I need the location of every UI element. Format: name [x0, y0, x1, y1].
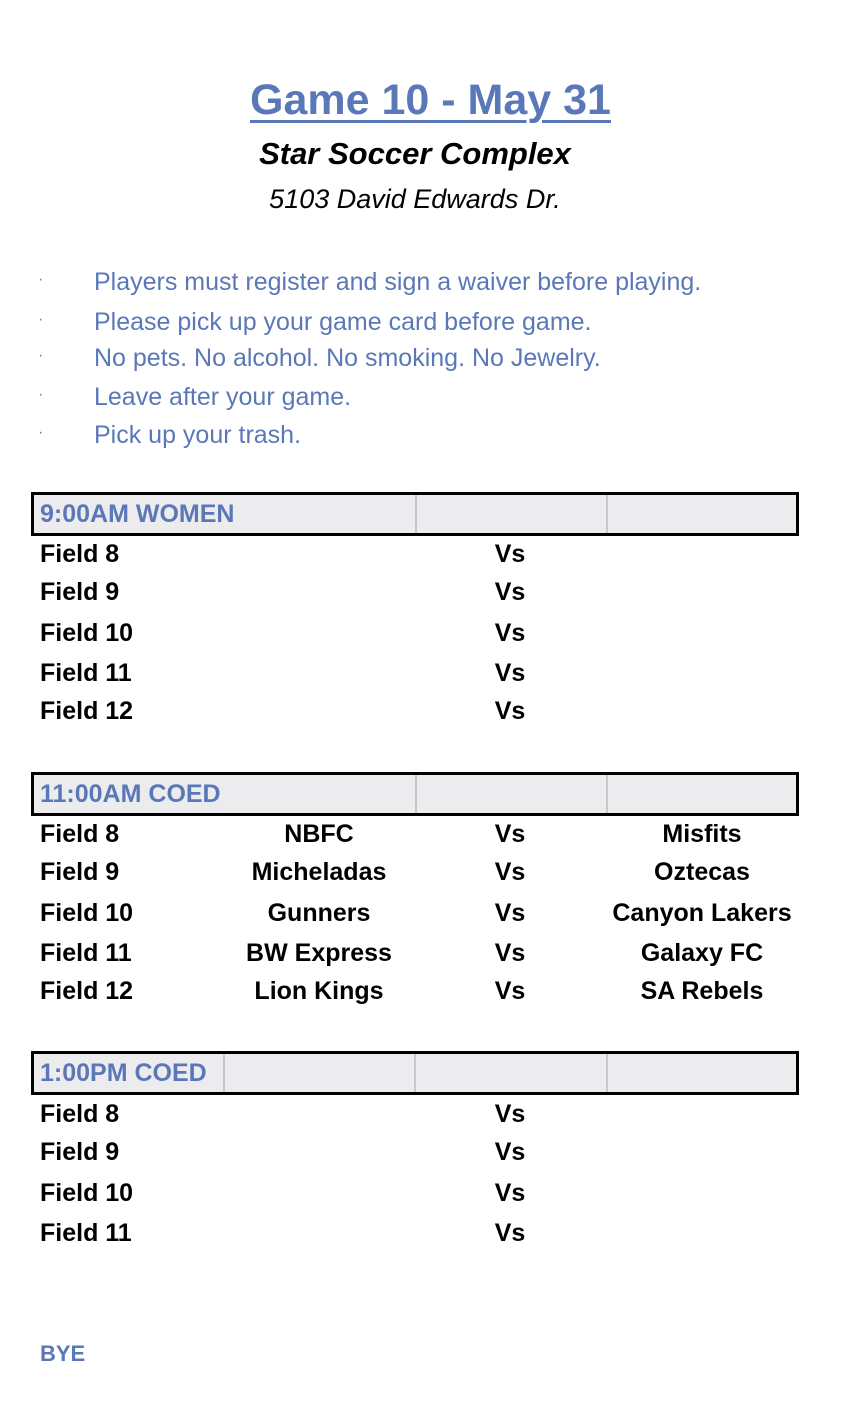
- vs-label: Vs: [494, 619, 526, 647]
- table-row: [0, 578, 861, 612]
- table-row: [0, 697, 861, 731]
- header-cell: [417, 1054, 608, 1092]
- vs-label: Vs: [494, 1138, 526, 1166]
- away-team: Galaxy FC: [640, 939, 764, 967]
- away-team: Canyon Lakers: [612, 899, 792, 927]
- slot-header-11am-coed: [31, 772, 799, 816]
- home-team: Micheladas: [251, 858, 387, 886]
- field-label: Field 11: [40, 1219, 132, 1247]
- field-label: Field 8: [40, 1100, 120, 1128]
- vs-label: Vs: [494, 1179, 526, 1207]
- field-label: Field 10: [40, 619, 134, 647]
- bullet-icon: ·: [38, 271, 44, 288]
- slot-header-9am-women: [31, 492, 799, 536]
- field-label: Field 12: [40, 697, 134, 725]
- table-row: [0, 659, 861, 693]
- table-row: [0, 939, 861, 973]
- header-cell: [417, 775, 608, 813]
- rule-text: Leave after your game.: [94, 383, 352, 411]
- slot-label: 11:00AM COED: [40, 780, 221, 808]
- vs-label: Vs: [494, 939, 526, 967]
- header-cell: [225, 1054, 416, 1092]
- rule-text: Players must register and sign a waiver before playing.: [94, 268, 702, 296]
- home-team: NBFC: [284, 820, 354, 848]
- vs-label: Vs: [494, 1100, 526, 1128]
- rule-text: Please pick up your game card before game.: [94, 308, 592, 336]
- table-row: [0, 858, 861, 892]
- page-title: Game 10 - May 31: [250, 76, 611, 124]
- bye-label: BYE: [40, 1341, 86, 1366]
- table-row: [0, 1100, 861, 1134]
- table-row: [0, 977, 861, 1011]
- vs-label: Vs: [494, 858, 526, 886]
- vs-label: Vs: [494, 540, 526, 568]
- bullet-icon: ·: [38, 424, 44, 441]
- field-label: Field 10: [40, 899, 134, 927]
- home-team: Lion Kings: [254, 977, 384, 1005]
- field-label: Field 9: [40, 1138, 120, 1166]
- table-row: [0, 1179, 861, 1213]
- home-team: BW Express: [246, 939, 392, 967]
- vs-label: Vs: [494, 820, 526, 848]
- slot-label: 9:00AM WOMEN: [40, 500, 235, 528]
- table-row: [0, 1219, 861, 1253]
- rule-text: No pets. No alcohol. No smoking. No Jewelry.: [94, 344, 601, 372]
- away-team: SA Rebels: [640, 977, 764, 1005]
- header-cell: [417, 495, 608, 533]
- rule-text: Pick up your trash.: [94, 421, 302, 449]
- field-label: Field 8: [40, 820, 120, 848]
- venue-name: Star Soccer Complex: [259, 136, 571, 171]
- table-row: [0, 540, 861, 574]
- table-row: [0, 1138, 861, 1172]
- vs-label: Vs: [494, 1219, 526, 1247]
- slot-header-1pm-coed: [31, 1051, 799, 1095]
- vs-label: Vs: [494, 899, 526, 927]
- vs-label: Vs: [494, 977, 526, 1005]
- bullet-icon: ·: [38, 347, 44, 364]
- field-label: Field 8: [40, 540, 120, 568]
- field-label: Field 9: [40, 858, 120, 886]
- field-label: Field 11: [40, 939, 132, 967]
- home-team: Gunners: [267, 899, 371, 927]
- field-label: Field 12: [40, 977, 134, 1005]
- vs-label: Vs: [494, 578, 526, 606]
- table-row: [0, 619, 861, 653]
- field-label: Field 10: [40, 1179, 134, 1207]
- bullet-icon: ·: [38, 311, 44, 328]
- vs-label: Vs: [494, 659, 526, 687]
- venue-address: 5103 David Edwards Dr.: [269, 184, 561, 214]
- table-row: [0, 820, 861, 854]
- bullet-icon: ·: [38, 386, 44, 403]
- vs-label: Vs: [494, 697, 526, 725]
- away-team: Misfits: [662, 820, 742, 848]
- table-row: [0, 899, 861, 933]
- slot-label: 1:00PM COED: [40, 1059, 207, 1087]
- field-label: Field 11: [40, 659, 132, 687]
- away-team: Oztecas: [654, 858, 750, 886]
- field-label: Field 9: [40, 578, 120, 606]
